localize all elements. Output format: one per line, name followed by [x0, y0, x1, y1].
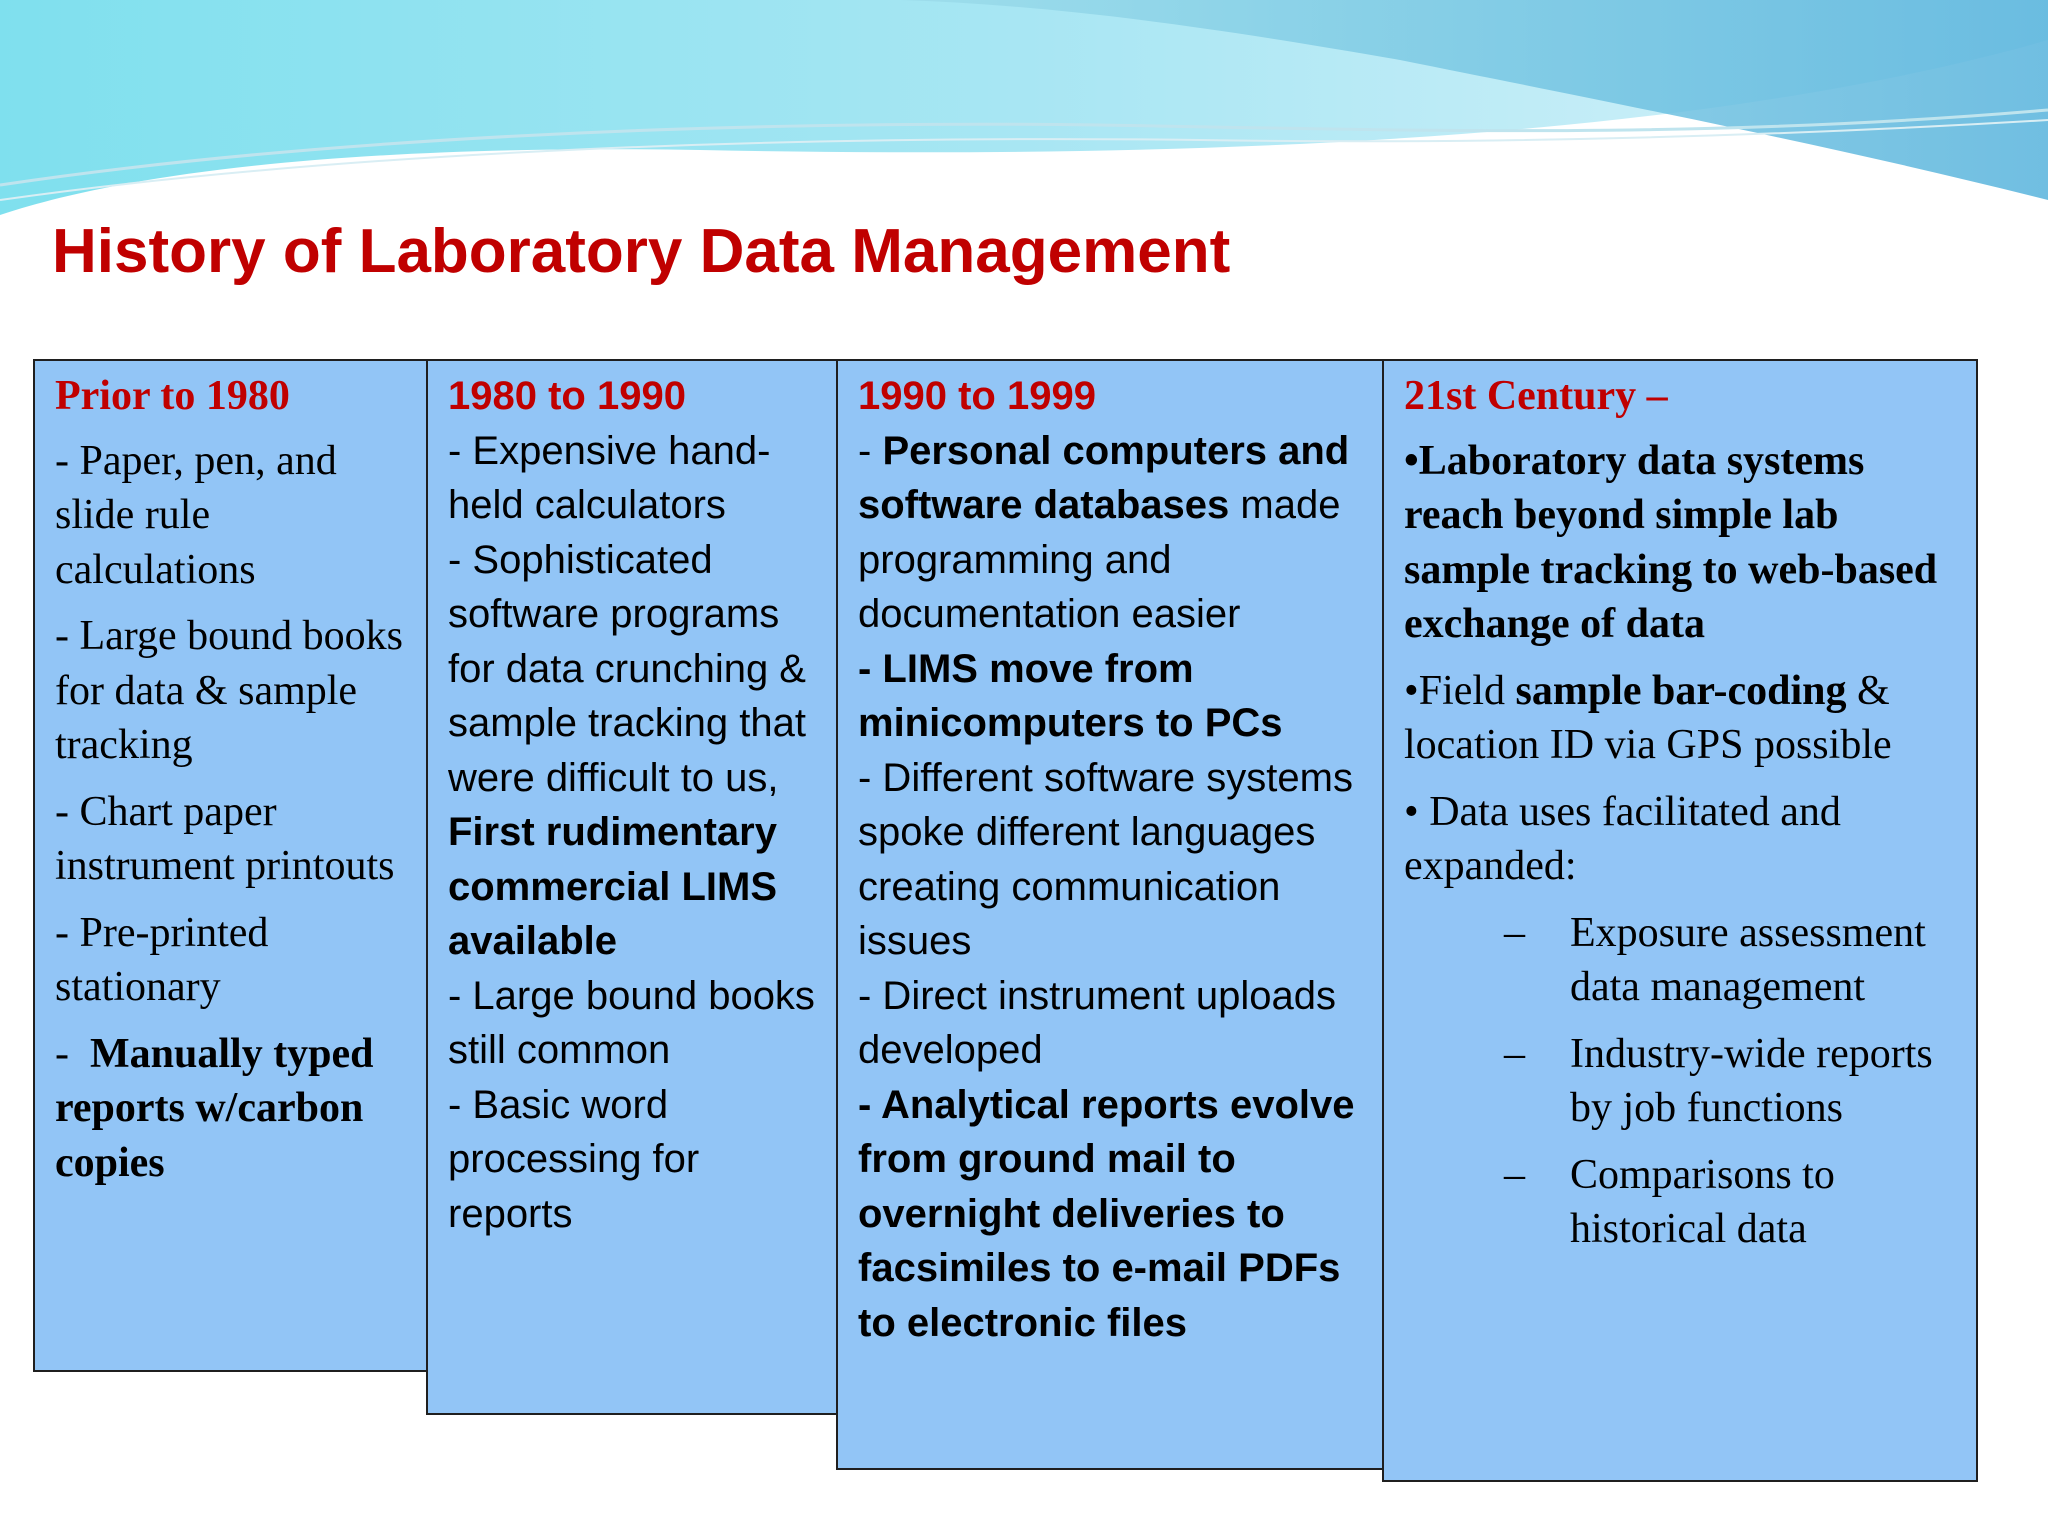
column-heading: 1990 to 1999 — [858, 374, 1096, 418]
dash-marker: – — [1504, 909, 1525, 956]
list-item: - Paper, pen, and slide rule calculations — [55, 437, 337, 593]
list-item: - Different software systems spoke different languages creating communication issues — [858, 755, 1353, 963]
item-text: made programming and documentation easier — [858, 483, 1341, 636]
slide-title: History of Laboratory Data Management — [52, 217, 1231, 286]
dash-marker: – — [1504, 1030, 1525, 1077]
list-item: - Large bound books still common — [448, 973, 815, 1072]
list-item — [858, 424, 1372, 642]
list-item — [1404, 664, 1966, 773]
list-item: - Expensive hand-held calculators — [448, 428, 771, 527]
list-item: - Pre-printed stationary — [55, 909, 269, 1010]
column-heading: 1980 to 1990 — [448, 374, 686, 418]
list-item: - Large bound books for data & sample tracking — [55, 613, 403, 768]
item-bold-text: First rudimentary commercial LIMS available — [448, 810, 778, 963]
sub-item-text: Exposure assessment data management — [1570, 909, 1926, 1010]
sub-item-text: Comparisons to historical data — [1570, 1151, 1835, 1252]
list-item: - Chart paper instrument printouts — [55, 788, 395, 889]
dash-marker: – — [1504, 1151, 1525, 1198]
column-21st-century — [1382, 359, 1978, 1482]
item-bold-text: Personal computers and software databases — [858, 428, 1350, 527]
sub-list-item — [1404, 1148, 1966, 1257]
column-heading: 21st Century – — [1404, 373, 1668, 419]
item-text: - Sophisticated software programs for data crunching & sample tracking that were difficult to us, — [448, 537, 806, 800]
header-wave-decoration — [0, 0, 2048, 240]
item-prefix: - — [55, 1030, 90, 1077]
list-item: - Analytical reports evolve from ground mail to overnight deliveries to facsimiles to e-mail PDFs to electronic files — [858, 1082, 1355, 1345]
list-item: - Basic word processing for reports — [448, 1082, 700, 1236]
column-1980-1990 — [426, 359, 838, 1415]
list-item: - Direct instrument uploads developed — [858, 973, 1336, 1072]
list-item: •Laboratory data systems reach beyond simple lab sample tracking to web-based exchange of data — [1404, 437, 1938, 647]
sub-list-item — [1404, 906, 1966, 1015]
item-prefix: •Field — [1404, 667, 1516, 714]
column-heading: Prior to 1980 — [55, 373, 290, 419]
list-item: - LIMS move from minicomputers to PCs — [858, 646, 1283, 745]
sub-item-text: Industry-wide reports by job functions — [1570, 1030, 1933, 1131]
list-item: • Data uses facilitated and expanded: — [1404, 788, 1841, 889]
item-bold-text: Manually typed reports w/carbon copies — [55, 1030, 374, 1186]
list-item — [55, 1027, 414, 1191]
column-1990-1999 — [836, 359, 1384, 1470]
item-prefix: - — [858, 428, 883, 473]
item-bold-text: sample bar-coding — [1515, 667, 1847, 714]
column-prior-1980 — [33, 359, 428, 1372]
item-text: & location ID via GPS possible — [1404, 667, 1892, 768]
list-item — [448, 533, 826, 969]
sub-list-item — [1404, 1027, 1966, 1136]
